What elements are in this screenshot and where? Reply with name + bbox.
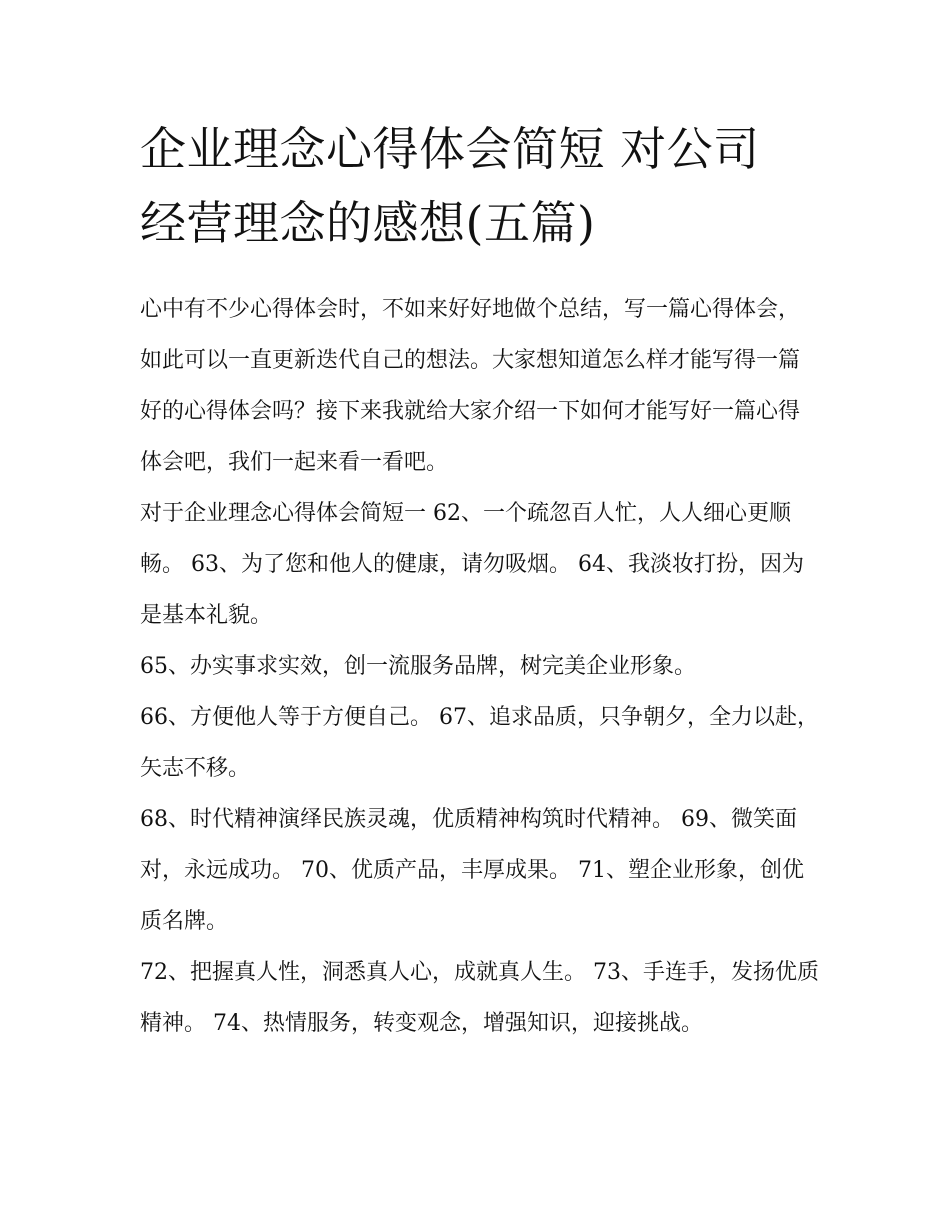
- document-body: [140, 284, 820, 1049]
- paragraph-intro: 心中有不少心得体会时，不如来好好地做个总结，写一篇心得体会，如此可以一直更新迭代自己的想法。大家想知道怎么样才能写得一篇好的心得体会吗？接下来我就给大家介绍一下如何才能写好一篇心得体会吧，我们一起来看一看吧。: [140, 297, 801, 475]
- paragraph: 对于企业理念心得体会简短一 62、一个疏忽百人忙，人人细心更顺畅。 63、为了您和他人的健康，请勿吸烟。 64、我淡妆打扮，因为是基本礼貌。: [140, 501, 804, 628]
- title-line: 企业理念心得体会简短 对公司: [140, 122, 760, 176]
- paragraph: 72、把握真人性，洞悉真人心，成就真人生。 73、手连手，发扬优质精神。 74、热情服务，转变观念，增强知识，迎接挑战。: [140, 960, 819, 1036]
- title-line: 经营理念的感想(五篇): [140, 196, 596, 250]
- document-title: [140, 112, 820, 260]
- paragraph: 66、方便他人等于方便自己。 67、追求品质，只争朝夕，全力以赴，矢志不移。: [140, 705, 819, 781]
- paragraph: 68、时代精神演绎民族灵魂，优质精神构筑时代精神。 69、微笑面对，永远成功。 70、优质产品，丰厚成果。 71、塑企业形象，创优质名牌。: [140, 807, 804, 934]
- paragraph: 65、办实事求实效，创一流服务品牌，树完美企业形象。: [140, 654, 696, 679]
- document-page: [140, 112, 820, 1049]
